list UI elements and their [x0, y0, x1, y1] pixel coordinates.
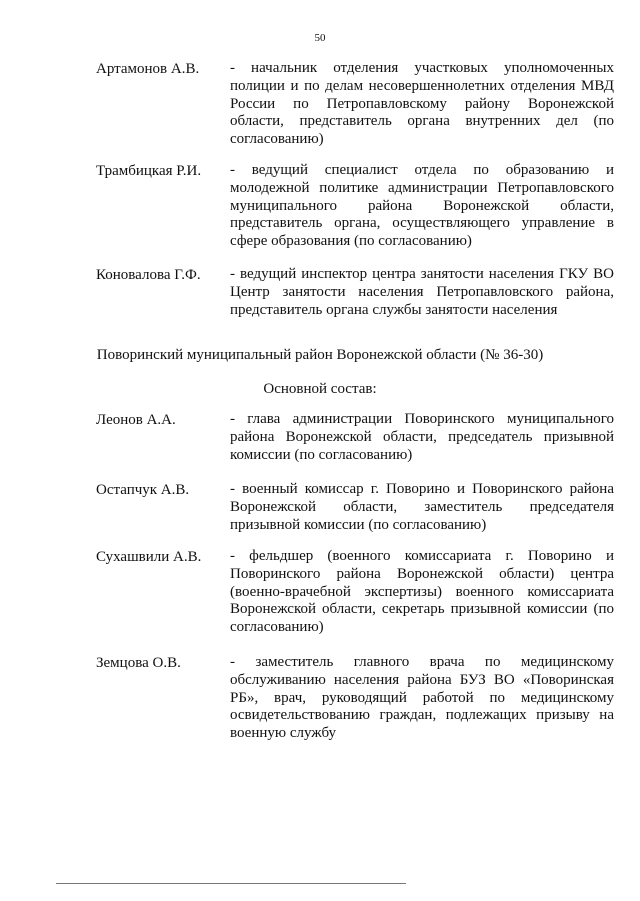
member-description: - ведущий инспектор центра занятости населения ГКУ ВО Центр занятости населения Петропавловского района, представитель органа службы занятости населения: [230, 266, 614, 318]
member-name: Коновалова Г.Ф.: [96, 267, 201, 283]
member-name: Леонов А.А.: [96, 412, 176, 428]
page-number: 50: [314, 32, 326, 44]
member-description: - военный комиссар г. Поворино и Поворинского района Воронежской области, заместитель председателя призывной комиссии (по согласованию): [230, 481, 614, 533]
member-name: Земцова О.В.: [96, 655, 181, 671]
member-name: Артамонов А.В.: [96, 61, 200, 77]
member-name: Трамбицкая Р.И.: [96, 163, 202, 179]
member-description: - начальник отделения участковых уполномоченных полиции и по делам несовершеннолетних отделения МВД России по Петропавловскому району Воронежской области, представитель органа внутренних дел (по согласованию): [230, 60, 614, 148]
member-description: - глава администрации Поворинского муниципального района Воронежской области, председатель призывной комиссии (по согласованию): [230, 411, 614, 463]
member-description: - фельдшер (военного комиссариата г. Поворино и Поворинского района Воронежской области) центра (военно-врачебной экспертизы) военного комиссариата Воронежской области, секретарь призывной комиссии (по согласованию): [230, 548, 614, 636]
page-bottom-divider: [56, 883, 406, 884]
member-description: - ведущий специалист отдела по образованию и молодежной политике администрации Петропавловского муниципального района Воронежской области, представитель органа, осуществляющего управление в сфере образования (по согласованию): [230, 162, 614, 250]
section-subtitle: Основной состав:: [263, 381, 377, 397]
member-description: - заместитель главного врача по медицинскому обслуживанию населения района БУЗ ВО «Поворинская РБ», врач, руководящий работой по медицинскому освидетельствованию граждан, подлежащих призыву на военную службу: [230, 654, 614, 742]
section-title: Поворинский муниципальный район Воронежской области (№ 36-30): [96, 347, 544, 363]
member-name: Остапчук А.В.: [96, 482, 190, 498]
member-name: Сухашвили А.В.: [96, 549, 202, 565]
